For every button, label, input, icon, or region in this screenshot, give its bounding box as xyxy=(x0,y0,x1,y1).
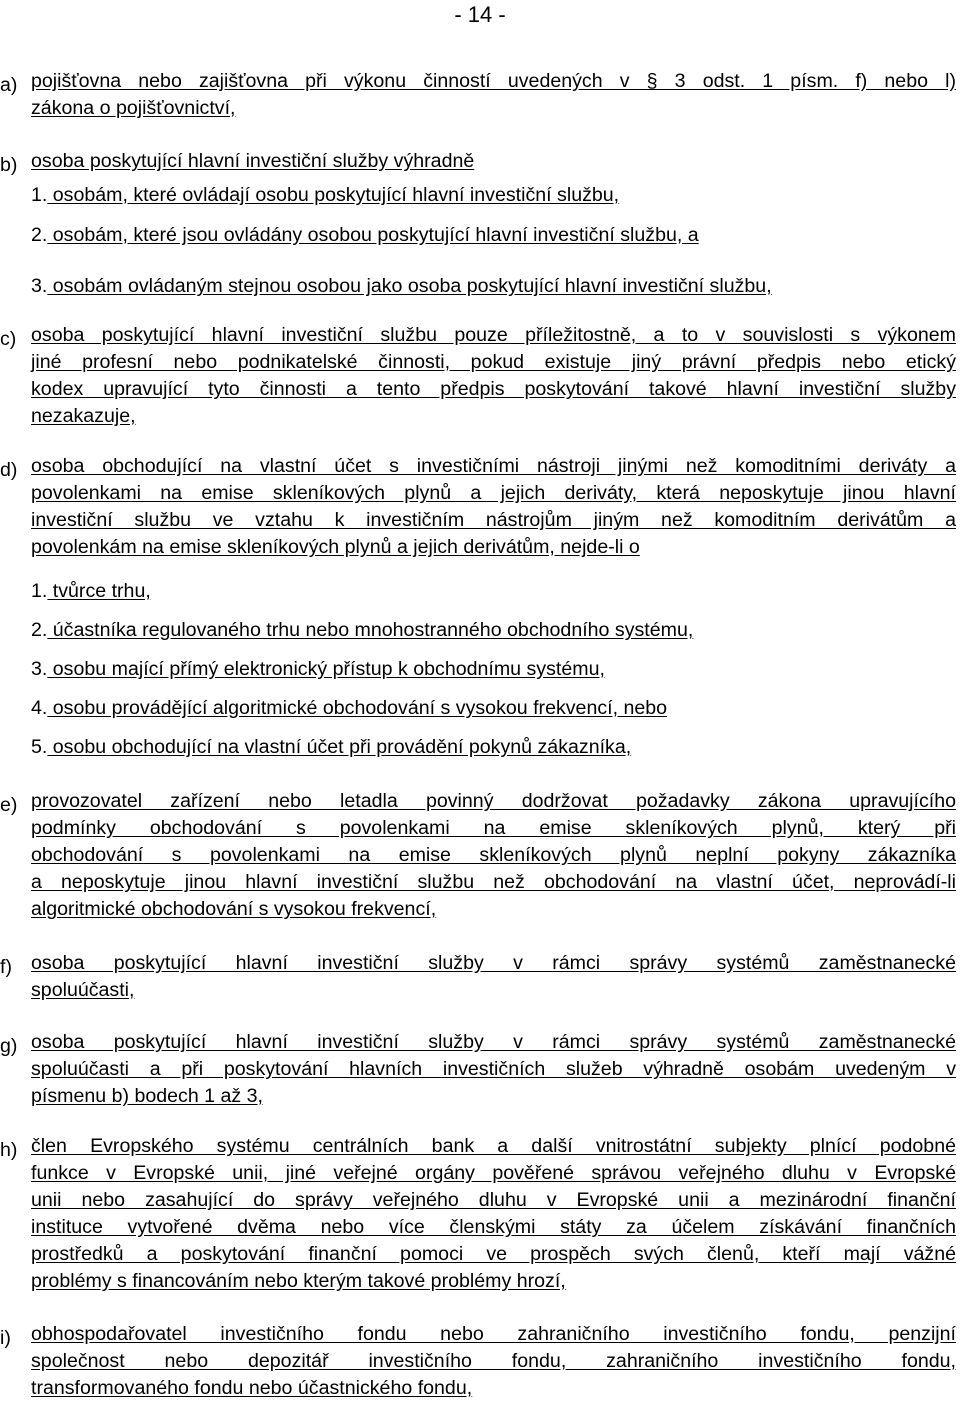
item-line: funkce v Evropské unii, jiné veřejné orgány pověřené správou veřejného dluhu v Evropské xyxy=(31,1162,956,1184)
item-line: zákona o pojišťovnictví, xyxy=(31,97,236,119)
item-marker: e) xyxy=(0,794,18,816)
item-line: algoritmické obchodování s vysokou frekvencí, xyxy=(31,898,437,920)
subitem-number: 3. xyxy=(31,275,48,297)
item-line: písmenu b) bodech 1 až 3, xyxy=(31,1085,264,1107)
page-number: - 14 - xyxy=(454,2,506,27)
subitem-text: osobám, které ovládají osobu poskytující hlavní investiční službu, xyxy=(47,184,620,206)
item-marker: a) xyxy=(0,74,18,96)
subitem-text: osobu obchodující na vlastní účet při provádění pokynů zákazníka, xyxy=(47,736,632,758)
item-marker: b) xyxy=(0,154,18,176)
subitem-number: 1. xyxy=(31,580,48,602)
item-line: prostředků a poskytování finanční pomoci ve prospěch svých členů, kteří mají vážné xyxy=(31,1243,956,1265)
item-line: obchodování s povolenkami na emise skleníkových plynů neplní pokyny zákazníka xyxy=(31,844,956,866)
item-line: osoba poskytující hlavní investiční služby v rámci správy systémů zaměstnanecké xyxy=(31,952,956,974)
item-line: instituce vytvořené dvěma nebo více členskými státy za účelem získávání finančních xyxy=(31,1216,956,1238)
item-line: nezakazuje, xyxy=(31,405,136,427)
item-marker: i) xyxy=(0,1327,11,1349)
subitem-number: 2. xyxy=(31,619,48,641)
item-line: spoluúčasti, xyxy=(31,979,135,1001)
item-line: a neposkytuje jinou hlavní investiční službu než obchodování na vlastní účet, neprovádí-li xyxy=(31,871,956,893)
item-lead: osoba poskytující hlavní investiční služby výhradně xyxy=(31,150,475,172)
item-line: společnost nebo depozitář investičního fondu, zahraničního investičního fondu, xyxy=(31,1350,956,1372)
subitem-text: osobám, které jsou ovládány osobou poskytující hlavní investiční službu, a xyxy=(47,224,699,246)
item-line: investiční službu ve vztahu k investičním nástrojům jiným než komoditním derivátům a xyxy=(31,509,956,531)
subitem-text: účastníka regulovaného trhu nebo mnohostranného obchodního systému, xyxy=(47,619,694,641)
item-line: pojišťovna nebo zajišťovna při výkonu činností uvedených v § 3 odst. 1 písm. f) nebo l) xyxy=(31,70,956,92)
item-marker: h) xyxy=(0,1139,18,1161)
item-line: povolenkám na emise skleníkových plynů a jejich derivátům, nejde-li o xyxy=(31,536,640,558)
subitem-number: 1. xyxy=(31,184,48,206)
item-line: provozovatel zařízení nebo letadla povinný dodržovat požadavky zákona upravujícího xyxy=(31,790,956,812)
item-line: transformovaného fondu nebo účastnického fondu, xyxy=(31,1377,473,1399)
item-line: spoluúčasti a při poskytování hlavních investičních služeb výhradně osobám uvedeným v xyxy=(31,1058,956,1080)
item-line: jiné profesní nebo podnikatelské činnosti, pokud existuje jiný právní předpis nebo etický xyxy=(31,351,956,373)
subitem-text: tvůrce trhu, xyxy=(47,580,151,602)
subitem-text: osobu mající přímý elektronický přístup k obchodnímu systému, xyxy=(47,658,605,680)
item-line: obhospodařovatel investičního fondu nebo zahraničního investičního fondu, penzijní xyxy=(31,1323,956,1345)
item-marker: f) xyxy=(0,956,12,978)
subitem-number: 5. xyxy=(31,736,48,758)
subitem-number: 2. xyxy=(31,224,48,246)
item-line: osoba poskytující hlavní investiční službu pouze příležitostně, a to v souvislosti s výkonem xyxy=(31,324,956,346)
subitem-number: 4. xyxy=(31,697,48,719)
item-line: osoba obchodující na vlastní účet s investičními nástroji jinými než komoditními deriváty a xyxy=(31,455,956,477)
item-line: povolenkami na emise skleníkových plynů a jejich deriváty, která neposkytuje jinou hlavní xyxy=(31,482,956,504)
subitem-number: 3. xyxy=(31,658,48,680)
subitem-text: osobu provádějící algoritmické obchodování s vysokou frekvencí, nebo xyxy=(47,697,668,719)
item-line: člen Evropského systému centrálních bank a další vnitrostátní subjekty plnící podobné xyxy=(31,1135,956,1157)
item-line: unii nebo zasahující do správy veřejného dluhu v Evropské unii a mezinárodní finanční xyxy=(31,1189,956,1211)
item-marker: c) xyxy=(0,328,17,350)
item-line: osoba poskytující hlavní investiční služby v rámci správy systémů zaměstnanecké xyxy=(31,1031,956,1053)
item-marker: d) xyxy=(0,459,18,481)
item-line: kodex upravující tyto činnosti a tento předpis poskytování takové hlavní investiční služby xyxy=(31,378,956,400)
item-line: problémy s financováním nebo kterým takové problémy hrozí, xyxy=(31,1270,566,1292)
item-marker: g) xyxy=(0,1035,18,1057)
item-line: podmínky obchodování s povolenkami na emise skleníkových plynů, který při xyxy=(31,817,956,839)
subitem-text: osobám ovládaným stejnou osobou jako osoba poskytující hlavní investiční službu, xyxy=(47,275,772,297)
